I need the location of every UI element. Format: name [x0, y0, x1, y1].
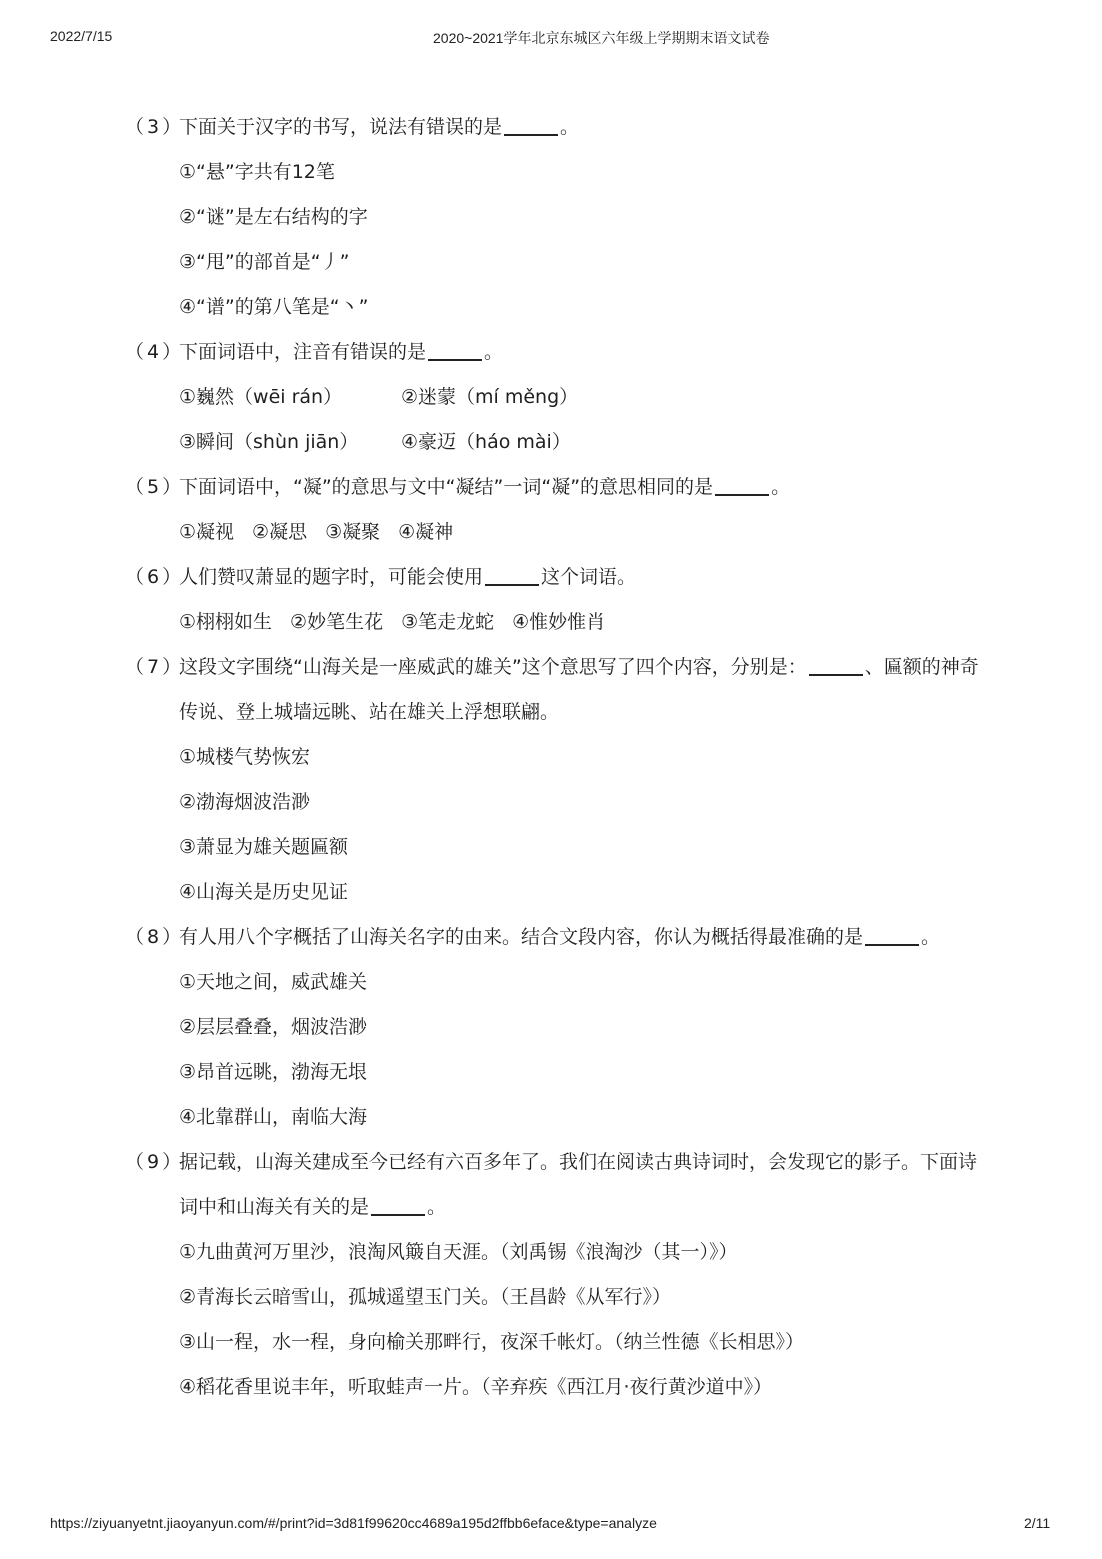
- answer-blank: [485, 562, 539, 586]
- option: ②凝思: [252, 521, 308, 543]
- option-row: [179, 510, 471, 555]
- option: ③凝聚: [325, 521, 381, 543]
- question-stem: 据记载，山海关建成至今已经有六百多年了。我们在阅读古典诗词时，会发现它的影子。下面诗: [179, 1151, 978, 1173]
- option: ④北靠群山，南临大海: [179, 1106, 368, 1128]
- stem-text: 下面词语中，“凝”的意思与文中“凝结”一词“凝”的意思相同的是: [179, 476, 714, 498]
- stem-text: 词中和山海关有关的是: [179, 1196, 370, 1218]
- stem-text: 下面词语中，注音有错误的是: [179, 341, 427, 363]
- stem-text: 这段文字围绕“山海关是一座威武的雄关”这个意思写了四个内容，分别是：: [179, 656, 807, 678]
- option: ①凝视: [179, 521, 235, 543]
- footer-url: https://ziyuanyetnt.jiaoyanyun.com/#/print?id=3d81f99620cc4689a195d2ffbb6eface&type=analyze: [50, 1515, 657, 1531]
- option: ③瞬间（shùn jiān）: [179, 431, 359, 453]
- option: ③昂首远眺，渤海无垠: [179, 1061, 368, 1083]
- option: ①巍然（wēi rán）: [179, 386, 343, 408]
- question-number: （9）: [125, 1151, 185, 1173]
- question-stem-line2: [179, 1185, 446, 1230]
- option: ①“悬”字共有12笔: [179, 161, 335, 183]
- option: ④稻花香里说丰年，听取蛙声一片。（辛弃疾《西江月·夜行黄沙道中》）: [179, 1376, 773, 1398]
- question-number: （8）: [125, 926, 185, 948]
- question-stem-line2: 传说、登上城墙远眺、站在雄关上浮想联翩。: [179, 701, 560, 723]
- option: ④“谱”的第八笔是“丶”: [179, 296, 369, 318]
- stem-text-end: 。: [560, 116, 580, 138]
- stem-text: 人们赞叹萧显的题字时，可能会使用: [179, 566, 484, 588]
- footer-page-number: 2/11: [1024, 1515, 1051, 1531]
- option: ③“甩”的部首是“丿”: [179, 251, 350, 273]
- option: ②妙笔生花: [290, 611, 384, 633]
- stem-text-end: 。: [921, 926, 941, 948]
- question-stem: [179, 645, 979, 690]
- option: ②渤海烟波浩渺: [179, 791, 311, 813]
- header-date: 2022/7/15: [50, 28, 113, 44]
- answer-blank: [865, 922, 919, 946]
- option: ①天地之间，威武雄关: [179, 971, 368, 993]
- question-number: （6）: [125, 566, 185, 588]
- stem-text: 有人用八个字概括了山海关名字的由来。结合文段内容，你认为概括得最准确的是: [179, 926, 864, 948]
- option: ①栩栩如生: [179, 611, 273, 633]
- option: ②迷蒙（mí měng）: [401, 386, 579, 408]
- stem-text-end: 这个词语。: [541, 566, 637, 588]
- stem-text-end: 。: [771, 476, 791, 498]
- stem-text: 下面关于汉字的书写，说法有错误的是: [179, 116, 503, 138]
- answer-blank: [428, 337, 482, 361]
- option: ④山海关是历史见证: [179, 881, 349, 903]
- question-stem: [179, 555, 636, 600]
- answer-blank: [809, 652, 863, 676]
- answer-blank: [504, 112, 558, 136]
- stem-text-end: 、匾额的神奇: [864, 656, 979, 678]
- option: ①城楼气势恢宏: [179, 746, 311, 768]
- stem-text-end: 。: [484, 341, 504, 363]
- option: ④凝神: [398, 521, 454, 543]
- question-stem: [179, 105, 579, 150]
- option: ④惟妙惟肖: [512, 611, 606, 633]
- question-stem: [179, 465, 790, 510]
- header-title: 2020~2021学年北京东城区六年级上学期期末语文试卷: [433, 30, 770, 46]
- option: ①九曲黄河万里沙，浪淘风簸自天涯。（刘禹锡《浪淘沙（其一）》）: [179, 1241, 738, 1263]
- option-row: [179, 600, 623, 645]
- option: ②青海长云暗雪山，孤城遥望玉门关。（王昌龄《从军行》）: [179, 1286, 672, 1308]
- option: ③山一程，水一程，身向榆关那畔行，夜深千帐灯。（纳兰性德《长相思》）: [179, 1331, 805, 1353]
- option: ②“谜”是左右结构的字: [179, 206, 368, 228]
- question-stem: [179, 915, 940, 960]
- option: ②层层叠叠，烟波浩渺: [179, 1016, 368, 1038]
- option: ③笔走龙蛇: [401, 611, 495, 633]
- answer-blank: [371, 1192, 425, 1216]
- stem-text-end: 。: [427, 1196, 447, 1218]
- option: ③萧显为雄关题匾额: [179, 836, 349, 858]
- question-number: （5）: [125, 476, 185, 498]
- answer-blank: [715, 472, 769, 496]
- question-number: （3）: [125, 116, 185, 138]
- question-stem: [179, 330, 503, 375]
- question-number: （4）: [125, 341, 185, 363]
- option: ④豪迈（háo mài）: [401, 431, 571, 453]
- question-number: （7）: [125, 656, 185, 678]
